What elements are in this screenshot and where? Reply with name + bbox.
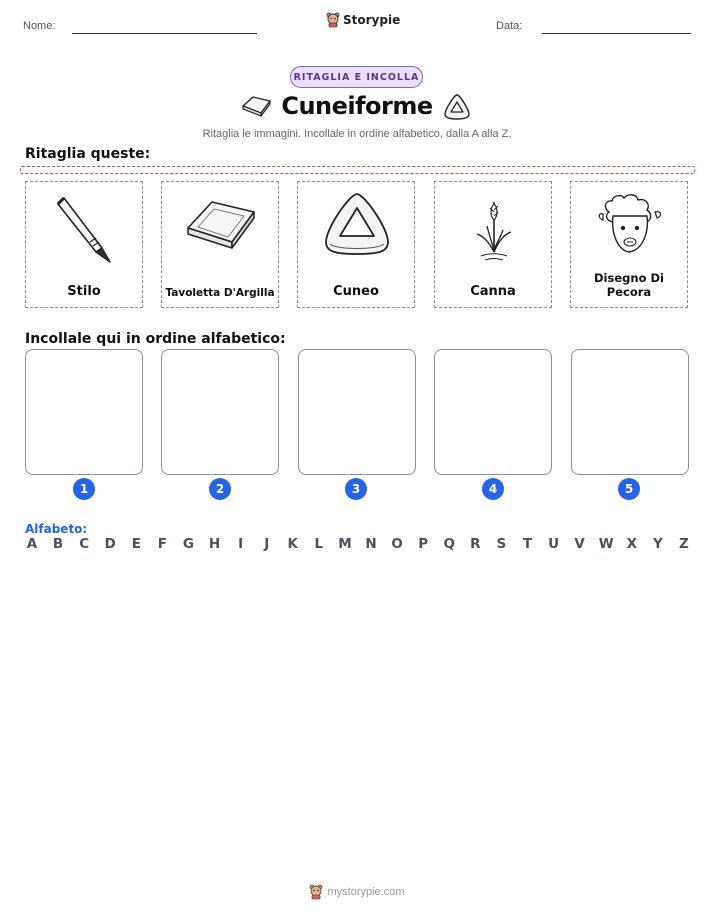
alphabet-letter: R — [470, 536, 481, 552]
slot-number-badge: 3 — [345, 478, 367, 500]
clay-tablet-icon — [186, 190, 256, 270]
card-label: Cuneo — [333, 284, 379, 299]
slot-number-badge: 1 — [73, 478, 95, 500]
cut-dashed-line — [20, 166, 695, 174]
alphabet-letter: N — [365, 536, 377, 552]
page-title: Cuneiforme — [281, 92, 433, 120]
name-label: Nome: — [23, 20, 56, 32]
sheep-icon — [595, 190, 665, 270]
footer — [0, 884, 714, 900]
wedge-icon — [322, 190, 392, 270]
alphabet-letter: L — [314, 536, 324, 552]
alphabet-row — [25, 536, 691, 552]
cut-card-tavoletta[interactable] — [161, 181, 279, 308]
storypie-mascot-icon — [309, 884, 323, 900]
alphabet-letter: V — [574, 536, 585, 552]
alphabet-letter: F — [157, 536, 167, 552]
reed-icon — [459, 190, 529, 270]
alphabet-letter: A — [26, 536, 38, 552]
alphabet-letter: X — [626, 536, 637, 552]
wedge-icon — [442, 92, 472, 122]
alphabet-letter: U — [548, 536, 560, 552]
alphabet-letter: H — [208, 536, 221, 552]
alphabet-letter: Q — [443, 536, 455, 552]
alphabet-letter: S — [496, 536, 507, 552]
date-label: Data: — [496, 20, 523, 32]
paste-slot-2[interactable] — [161, 349, 279, 475]
cut-section-title: Ritaglia queste: — [25, 146, 151, 162]
alphabet-letter: E — [131, 536, 141, 552]
alphabet-letter: C — [79, 536, 90, 552]
cut-card-stilo[interactable] — [25, 181, 143, 308]
date-field[interactable] — [542, 33, 691, 34]
card-label: Disegno Di Pecora — [594, 271, 664, 299]
card-label: Stilo — [67, 284, 101, 299]
paste-slot-3[interactable] — [298, 349, 416, 475]
alphabet-title: Alfabeto: — [25, 522, 88, 536]
brand-logo — [326, 12, 400, 28]
slot-number-badge: 5 — [618, 478, 640, 500]
footer-url: mystorypie.com — [327, 886, 405, 898]
cut-card-canna[interactable] — [434, 181, 552, 308]
alphabet-letter: K — [287, 536, 299, 552]
name-field[interactable] — [72, 33, 257, 34]
cut-card-cuneo[interactable] — [297, 181, 415, 308]
alphabet-letter: O — [391, 536, 403, 552]
card-label: Canna — [470, 284, 516, 299]
alphabet-letter: J — [264, 536, 270, 552]
cut-card-pecora[interactable] — [570, 181, 688, 308]
alphabet-letter: I — [238, 536, 244, 552]
slot-number-badge: 4 — [482, 478, 504, 500]
paste-slot-4[interactable] — [434, 349, 552, 475]
storypie-mascot-icon — [326, 12, 340, 28]
paste-slot-1[interactable] — [25, 349, 143, 475]
activity-badge: RITAGLIA E INCOLLA — [290, 66, 423, 88]
paste-slot-5[interactable] — [571, 349, 689, 475]
paste-section-title: Incollale qui in ordine alfabetico: — [25, 331, 286, 347]
alphabet-letter: B — [52, 536, 64, 552]
brand-name: Storypie — [343, 13, 401, 27]
alphabet-letter: D — [104, 536, 116, 552]
alphabet-letter: Z — [679, 536, 689, 552]
alphabet-letter: T — [522, 536, 533, 552]
instructions: Ritaglia le immagini. Incollale in ordine alfabetico, dalla A alla Z. — [202, 128, 512, 140]
card-label: Tavoletta D'Argilla — [165, 287, 275, 299]
alphabet-letter: W — [598, 536, 614, 552]
alphabet-letter: Y — [652, 536, 663, 552]
alphabet-letter: M — [338, 536, 352, 552]
alphabet-letter: G — [182, 536, 195, 552]
stylus-icon — [50, 190, 120, 270]
alphabet-letter: P — [418, 536, 429, 552]
slot-number-badge: 2 — [209, 478, 231, 500]
